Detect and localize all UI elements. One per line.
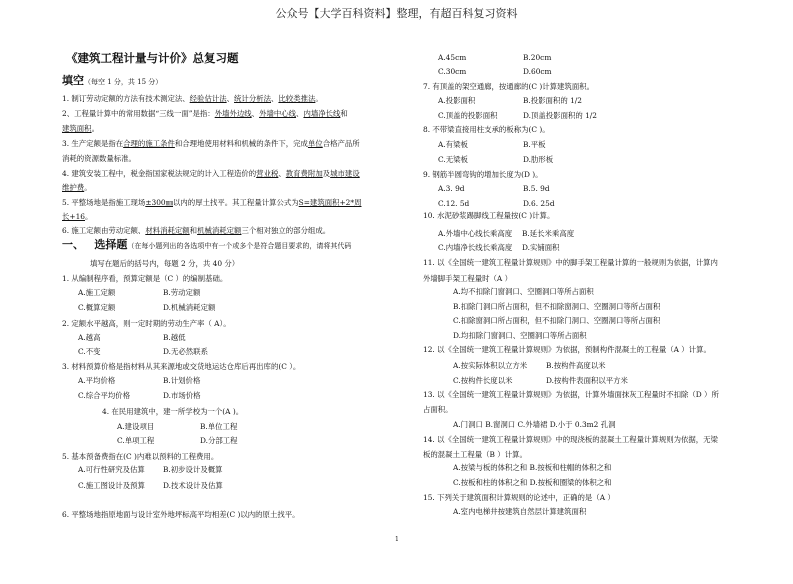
text-segment: 合格产品所 [322,139,360,148]
text-segment: 11. 以《全国统一建筑工程量计算规则》中的脚手架工程量计算的一般规则为依据，计算内 [423,258,718,267]
page-header-watermark: 公众号【大学百科资料】整理，有超百科复习资料 [275,7,518,20]
text-segment: 7. 有顶盖的架空通廊，按通廊的(C )计算建筑面积。 [423,82,594,91]
answer-blank: 外墙外边线 [214,109,252,118]
text-line [62,124,99,134]
option-d: D.肋形板 [523,155,554,164]
text-segment: 、 [251,109,260,118]
option-d: D.市场价格 [163,391,201,400]
text-segment: 13. 以《全国统一建筑工程量计算规则》为依据，计算外墙面抹灰工程量时不扣除（D ）所 [423,390,719,399]
answer-blank: 材料消耗定额 [145,226,190,235]
answer-blank: 单位 [307,139,323,148]
text-line [62,154,136,164]
text-segment: 15. 下列关于建筑面积计算规则的论述中，正确的是（A ） [423,493,615,502]
text-segment: 1. 制订劳动定额的方法有技术测定法、 [62,94,190,103]
text-segment: 消耗的资源数量标准。 [62,154,136,163]
text-line [423,170,543,180]
text-line [62,510,300,520]
answer-blank: S=建筑面积+2*周 [298,198,362,207]
text-segment: 、 [296,109,304,118]
text-line [62,362,300,372]
text-segment: D.均扣除门窗洞口、空圈洞口等所占面积 [453,331,587,340]
text-segment: 4. 在民用建筑中，建一所学校为一个(A )。 [102,407,244,416]
text-segment: 10. 水泥砂浆踢脚线工程量按(C )计算。 [423,211,555,220]
choice-note-cont: 填写在题后的括号内，每题 2 分，共 40 分） [90,259,240,268]
option-a: A.3. 9d [438,184,465,193]
text-segment: C.扣除窗洞口所占面积，但不扣除门洞口、空圈洞口等所占面积 [453,316,661,325]
answer-blank: 城市建设 [330,169,360,178]
text-segment: A.均不扣除门窗洞口、空圈洞口等所占面积 [453,287,594,296]
option-d: D.无必然联系 [163,347,208,356]
answer-blank: ±300㎜ [145,198,174,207]
option-b: B.越低 [163,333,186,342]
text-segment: 以内的厚土找平。其工程量计算公式为 [173,198,299,207]
text-line [453,463,611,473]
fill-section-heading [62,76,162,87]
text-segment: C.按板和柱的体积之和 D.按板和圈梁的体积之和 [453,478,612,487]
text-segment: 、 [226,94,235,103]
text-segment: 及 [322,169,331,178]
answer-blank: 内墙净长线 [303,109,341,118]
text-segment: 和 [189,226,198,235]
text-line [62,139,360,149]
text-line [423,258,718,268]
option-b: B.延长米乘高度 [522,229,575,238]
text-line [62,226,330,236]
text-segment: 14. 以《全国统一建筑工程量计算规则》中的现浇板的混凝土工程量计算规则为依据，无梁 [423,435,718,444]
choice-note: （在每小题列出的各选项中有一个或多个是符合题目要求的，请将其代码 [127,242,352,250]
answer-blank: 经验估计法 [189,94,227,103]
text-line [102,407,243,417]
text-segment: 3. 材料预算价格是指材料从其来源地或交货地运达仓库后再出库的(C ）。 [62,362,301,371]
option-d: D.60cm [523,67,552,76]
text-line [423,405,453,415]
text-segment: 9. 钢筋半圆弯钩的增加长度为(D )。 [423,170,543,179]
option-a: A.按实际体积以立方米 [453,361,528,370]
option-d: D.分部工程 [200,436,238,445]
option-a: A.施工定额 [78,288,116,297]
text-line [62,452,218,462]
option-a: A.越高 [78,333,101,342]
answer-blank: 营业税 [256,169,279,178]
option-b: B.初步设计及概算 [163,465,223,474]
text-segment: 、 [278,169,286,178]
text-segment: B.扣除门洞口所占面积，但不扣除窗洞口、空圈洞口等所占面积 [453,302,661,311]
text-segment: 外墙脚手架工程量时（A ） [423,274,512,283]
option-a: A.45cm [438,53,467,62]
text-segment: 6. 平整场地指原地面与设计室外地坪标高平均相差(C )以内的原土找平。 [62,510,300,519]
option-d: D.按构件表面积以平方米 [546,376,628,385]
text-segment: 6. 施工定额由劳动定额、 [62,226,146,235]
option-c: C.内墙净长线长乘高度 [438,243,513,252]
option-b: B.计划价格 [163,376,201,385]
text-line [62,183,92,193]
text-segment: 。 [85,212,93,221]
text-segment: 三个相对独立的部分组成。 [241,226,331,235]
text-line [62,169,360,179]
option-a: A.有梁板 [438,140,468,149]
fill-note: （每空 1 分，共 15 分） [84,78,163,86]
option-a: A.可行性研究及估算 [78,465,145,474]
answer-blank: 外墙中心线 [259,109,297,118]
option-c: C.施工图设计及预算 [78,481,145,490]
text-line [62,212,92,222]
choice-heading: 选择题 [94,238,128,251]
text-line [423,390,719,400]
text-segment: 1. 从编制程序看，预算定额是（C ）的编制基础。 [62,274,228,283]
document-title: 《建筑工程计量与计价》总复习题 [66,51,239,65]
text-line [453,331,587,341]
text-segment: 板的混凝土工程量（B ）计算。 [423,450,527,459]
answer-blank: 长+16 [62,212,85,221]
text-line [423,450,527,460]
text-line [62,109,348,119]
option-c: C.综合平均价格 [78,391,131,400]
text-segment: 8. 不带梁直接用柱支承的板称为(C )。 [423,125,550,134]
answer-blank: 机械消耗定额 [197,226,242,235]
text-segment: A.室内电梯井按建筑自然层计算建筑面积 [453,507,587,516]
option-c: C.按构件长度以米 [453,376,513,385]
choice-section-heading [62,240,351,251]
text-segment: 。 [315,94,323,103]
option-b: B.单位工程 [200,422,238,431]
text-line [423,345,711,355]
option-b: B.平板 [523,140,546,149]
text-line [62,94,323,104]
option-c: C.单项工程 [117,436,155,445]
option-b: B.5. 9d [523,184,550,193]
text-segment: 和 [340,109,348,118]
fill-heading: 填空 [62,74,84,87]
option-b: B.按构件高度以米 [546,361,606,370]
option-c: C.30cm [438,67,467,76]
answer-blank: 合理的施工条件 [123,139,175,148]
text-line [453,478,612,488]
answer-blank: 教育费附加 [285,169,323,178]
text-segment: A.按梁与板的体积之和 B.按板和柱帽的体积之和 [453,463,612,472]
option-d: D.6. 25d [523,199,555,208]
text-segment: 。 [84,183,92,192]
choice-number: 一、 [62,238,84,251]
text-line [453,507,586,517]
text-line [423,211,554,221]
option-a: A.建设项目 [117,422,155,431]
text-segment: 占面积。 [423,405,453,414]
option-d: D.技术设计及估算 [163,481,223,490]
text-segment: 5. 基本预备费指在(C )内难以预料的工程费用。 [62,452,219,461]
text-line [423,493,615,503]
text-line [453,287,594,297]
option-b: B.投影面积的 1/2 [523,96,582,105]
answer-blank: 比较类推法 [278,94,316,103]
text-line [453,302,660,312]
option-c: C.不变 [78,347,101,356]
text-segment: 3. 生产定额是指在 [62,139,124,148]
text-segment: 4. 建筑安装工程中，税金指国家税法规定的计入工程造价的 [62,169,257,178]
text-line [62,274,227,284]
text-line [453,316,660,326]
option-c: C.概算定额 [78,303,116,312]
option-d: D.实铺面积 [522,243,560,252]
option-b: B.劳动定额 [163,288,201,297]
option-c: C.顶盖的投影面积 [438,111,498,120]
option-c: C.无梁板 [438,155,468,164]
option-d: D.机械消耗定额 [163,303,216,312]
answer-blank: 建筑面积 [62,124,92,133]
text-segment: 5. 平整场地是指施工现场 [62,198,146,207]
answer-blank: 统计分析法 [234,94,271,103]
text-segment: 、 [271,94,279,103]
text-line [423,125,550,135]
answer-blank: 维护费 [62,183,85,192]
text-segment: 12. 以《全国统一建筑工程量计算规则》为依据，预制构件混凝土的工程量（A ）计算。 [423,345,711,354]
text-line [423,435,718,445]
text-line [62,319,231,329]
option-c: C.12. 5d [438,199,470,208]
text-line [423,82,594,92]
text-segment: 和合理地使用材料和机械的条件下，完成 [174,139,308,148]
option-b: B.20cm [523,53,552,62]
text-segment: A.门洞口 B.窗洞口 C.外墙裙 D.小于 0.3m2 孔洞 [453,420,616,429]
text-line [62,198,361,208]
option-a: A.外墙中心线长乘高度 [438,229,513,238]
text-segment: 2、工程量计算中的常用数据“三线一面”是指： [62,109,215,118]
option-a: A.平均价格 [78,376,116,385]
text-line [423,274,512,284]
option-d: D.顶盖投影面积的 1/2 [523,111,597,120]
page-number: 1 [395,536,399,543]
text-segment: 2. 定额水平越高，则一定时期的劳动生产率（ A）。 [62,319,231,328]
text-segment: 。 [91,124,99,133]
option-a: A.投影面积 [438,96,476,105]
text-line [453,420,616,430]
